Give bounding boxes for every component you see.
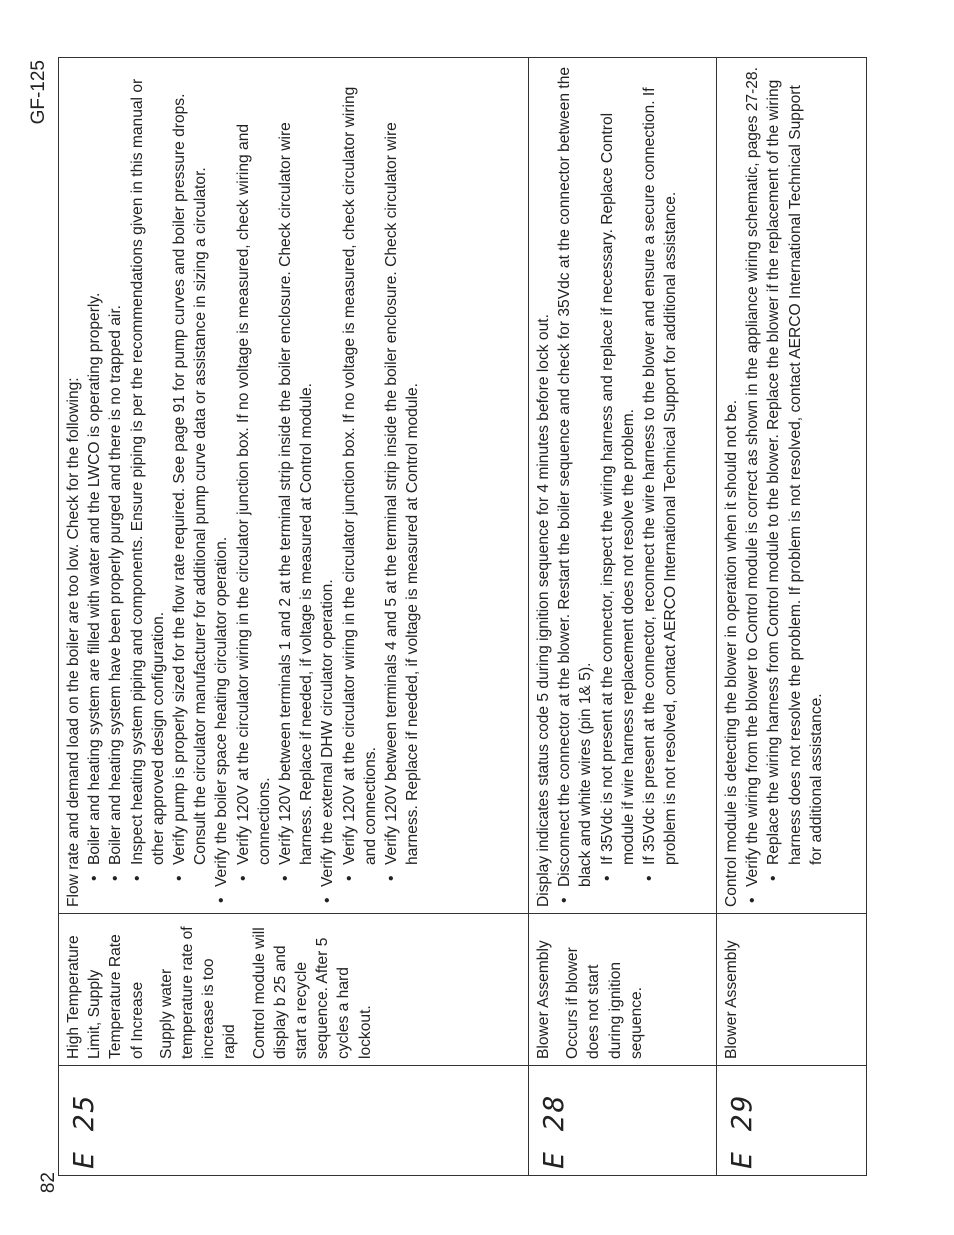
action-item: • Verify the boiler space heating circulator operation.: [211, 64, 232, 887]
table-row: [717, 58, 867, 1176]
table-row: [529, 58, 717, 1176]
action-item: • Verify 120V between terminals 4 and 5 at the terminal strip inside the boiler enclosure. Check circulator wire harness. Replace if needed, if voltage is measured at Control module.: [381, 64, 423, 865]
error-code: E 29: [717, 1066, 867, 1176]
corrective-action: [717, 58, 867, 914]
table-row: [59, 58, 529, 1176]
description-line: Supply water temperature rate of increase is too rapid: [157, 926, 239, 1059]
troubleshooting-table-wrapper: [58, 58, 866, 1176]
action-intro: Flow rate and demand load on the boiler are too low. Check for the following:: [65, 377, 82, 907]
action-item: • Verify the wiring from the blower to Control module is correct as shown in the appliance wiring schematic, pages 27-28.: [742, 64, 763, 887]
action-list: [554, 64, 681, 907]
action-item: • Verify 120V at the circulator wiring in the circulator junction box. If no voltage is measured, check circulator wiring and connections.: [339, 64, 381, 865]
error-description: [59, 914, 529, 1066]
action-item: • Boiler and heating system are filled with water and the LWCO is operating properly.: [84, 64, 105, 865]
action-item: • Verify the external DHW circulator operation.: [317, 64, 338, 887]
action-item: • Verify 120V between terminals 1 and 2 at the terminal strip inside the boiler enclosure. Check circulator wire harness. Replace if needed, if voltage is measured at Control module.: [275, 64, 317, 865]
description-line: Control module will display b 25 and start a recycle sequence. After 5 cycles a hard lockout.: [250, 927, 374, 1059]
error-description: [529, 914, 717, 1066]
error-code: E 28: [529, 1066, 717, 1176]
table-body: [59, 58, 867, 1176]
action-intro: Display indicates status code 5 during ignition sequence for 4 minutes before lock out.: [535, 314, 552, 907]
action-list: [84, 64, 423, 907]
action-item: • If 35Vdc is not present at the connector, inspect the wiring harness and replace if necessary. Replace Control module if wire harness replacement does not resolve the problem.: [597, 64, 639, 865]
error-description: [717, 914, 867, 1066]
description-line: Blower Assembly: [723, 940, 740, 1059]
action-item: • Verify 120V at the circulator wiring in the circulator junction box. If no voltage is measured, check wiring and connections.: [233, 64, 275, 865]
error-code: E 25: [59, 1066, 529, 1176]
action-list: [742, 64, 827, 907]
troubleshooting-table: [58, 57, 867, 1176]
description-line: Occurs if blower does not start during ignition sequence.: [564, 947, 645, 1059]
action-item: • Replace the wiring harness from Control module to the blower. Replace the blower if the replacement of the wiring harness does not resolve the problem. If problem is not resolved, contact AERCO International Technical Support for additional assistance.: [763, 64, 827, 865]
description-line: Blower Assembly: [535, 940, 552, 1059]
action-item: • If 35Vdc is present at the connector, reconnect the wire harness to the blower and ensure a secure connection. If problem is not resolved, contact AERCO International Technical Support for additional assistance.: [639, 64, 681, 865]
page-number: 82: [38, 1172, 59, 1194]
action-intro: Control module is detecting the blower in operation when it should not be.: [723, 399, 740, 907]
action-item: • Disconnect the connector at the blower. Restart the boiler sequence and check for 35Vdc at the connector between the black and white wires (pin 1& 5).: [554, 64, 596, 887]
action-item: • Boiler and heating system have been properly purged and there is no trapped air.: [105, 64, 126, 865]
document-code: GF-125: [28, 60, 49, 125]
action-item: • Inspect heating system piping and components. Ensure piping is per the recommendations given in this manual or other approved design configuration.: [127, 64, 169, 865]
action-item: • Verify pump is properly sized for the flow rate required. See page 91 for pump curves and boiler pressure drops. Consult the circulator manufacturer for additional pump curve data or assistance in sizing a circulator.: [169, 64, 211, 865]
corrective-action: [529, 58, 717, 914]
description-line: High Temperature Limit, Supply Temperature Rate of Increase: [65, 934, 146, 1059]
corrective-action: [59, 58, 529, 914]
